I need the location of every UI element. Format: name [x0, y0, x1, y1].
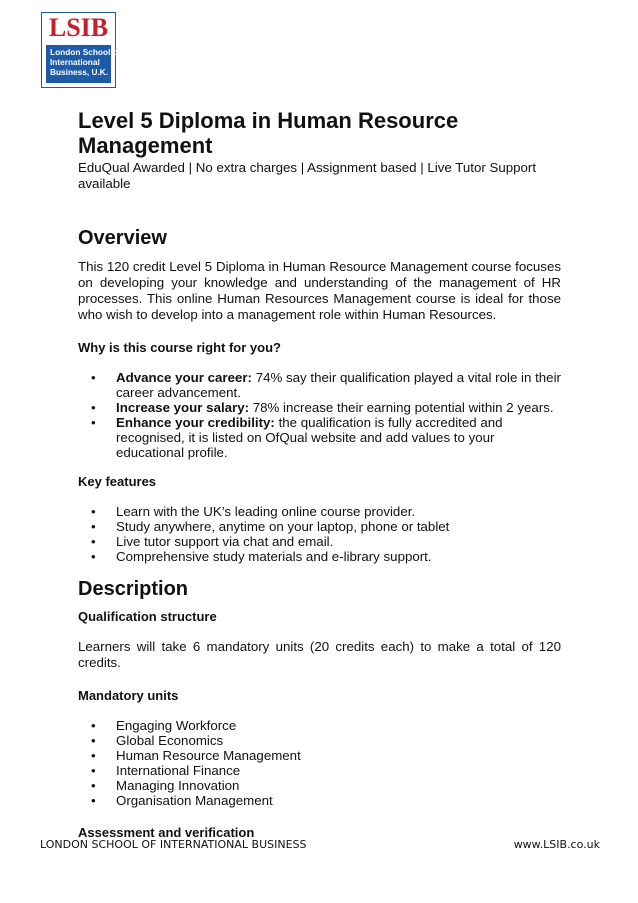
units-heading: Mandatory units	[78, 688, 179, 703]
bullet-icon: •	[91, 733, 96, 748]
why-list	[78, 370, 561, 460]
assessment-heading: Assessment and verification	[78, 825, 255, 840]
bullet-icon: •	[91, 370, 96, 385]
list-item	[78, 534, 561, 549]
item-label: Advance your career:	[116, 370, 252, 385]
key-features-heading: Key features	[78, 474, 157, 489]
item-text: 74% say their qualification played a vital role in their career advancement.	[116, 370, 561, 400]
units-list	[78, 718, 561, 808]
item-text: 78% increase their earning potential within 2 years.	[249, 400, 554, 415]
item-text: Learn with the UK’s leading online course provider.	[116, 504, 416, 519]
item-label: Enhance your credibility:	[116, 415, 275, 430]
bullet-icon: •	[91, 519, 96, 534]
overview-text: This 120 credit Level 5 Diploma in Human Resource Management course focuses on developing your knowledge and understanding of the management of HR processes. This online Human Resources Management course is ideal for those who wish to develop into a management role within Human Resources.	[78, 259, 561, 322]
bullet-icon: •	[91, 400, 96, 415]
why-heading: Why is this course right for you?	[78, 340, 281, 355]
item-label: Increase your salary:	[116, 400, 250, 415]
list-item	[78, 763, 561, 778]
bullet-icon: •	[91, 504, 96, 519]
description-heading: Description	[78, 578, 189, 600]
bullet-icon: •	[91, 748, 96, 763]
bullet-icon: •	[91, 793, 96, 808]
list-item	[78, 549, 561, 564]
list-item	[78, 415, 561, 460]
list-item	[78, 778, 561, 793]
item-text: Managing Innovation	[116, 778, 240, 793]
logo-line: Business, U.K.	[50, 67, 109, 77]
logo-line: International	[50, 57, 100, 67]
structure-text: Learners will take 6 mandatory units (20 credits each) to make a total of 120 credits.	[78, 639, 561, 670]
logo-line: London School of	[50, 47, 121, 57]
bullet-icon: •	[91, 718, 96, 733]
structure-heading: Qualification structure	[78, 609, 217, 624]
bullet-icon: •	[91, 778, 96, 793]
list-item	[78, 793, 561, 808]
list-item	[78, 370, 561, 400]
overview-heading: Overview	[78, 227, 167, 249]
item-text: Global Economics	[116, 733, 224, 748]
item-text: Live tutor support via chat and email.	[116, 534, 334, 549]
list-item	[78, 718, 561, 733]
item-text: the qualification is fully accredited and recognised, it is listed on OfQual website and add values to your educational profile.	[116, 415, 503, 460]
list-item	[78, 400, 561, 415]
bullet-icon: •	[91, 534, 96, 549]
footer-website-link[interactable]: www.LSIB.co.uk	[513, 838, 600, 851]
item-text: Comprehensive study materials and e-library support.	[116, 549, 432, 564]
item-text: Human Resource Management	[116, 748, 301, 763]
item-text: Organisation Management	[116, 793, 273, 808]
page-title: Level 5 Diploma in Human Resource Management	[78, 108, 459, 158]
list-item	[78, 748, 561, 763]
lsib-logo	[41, 12, 121, 88]
document-body	[78, 108, 561, 841]
bullet-icon: •	[91, 549, 96, 564]
list-item	[78, 519, 561, 534]
list-item	[78, 504, 561, 519]
list-item	[78, 733, 561, 748]
logo-wordmark: LSIB	[48, 13, 109, 42]
footer-organisation: LONDON SCHOOL OF INTERNATIONAL BUSINESS	[40, 838, 307, 851]
bullet-icon: •	[91, 763, 96, 778]
logo-subtitle-box	[46, 45, 121, 83]
features-list	[78, 504, 561, 564]
bullet-icon: •	[91, 415, 96, 430]
item-text: Study anywhere, anytime on your laptop, phone or tablet	[116, 519, 450, 534]
item-text: Engaging Workforce	[116, 718, 237, 733]
page-subtitle: EduQual Awarded | No extra charges | Assignment based | Live Tutor Support available	[78, 160, 537, 191]
item-text: International Finance	[116, 763, 241, 778]
